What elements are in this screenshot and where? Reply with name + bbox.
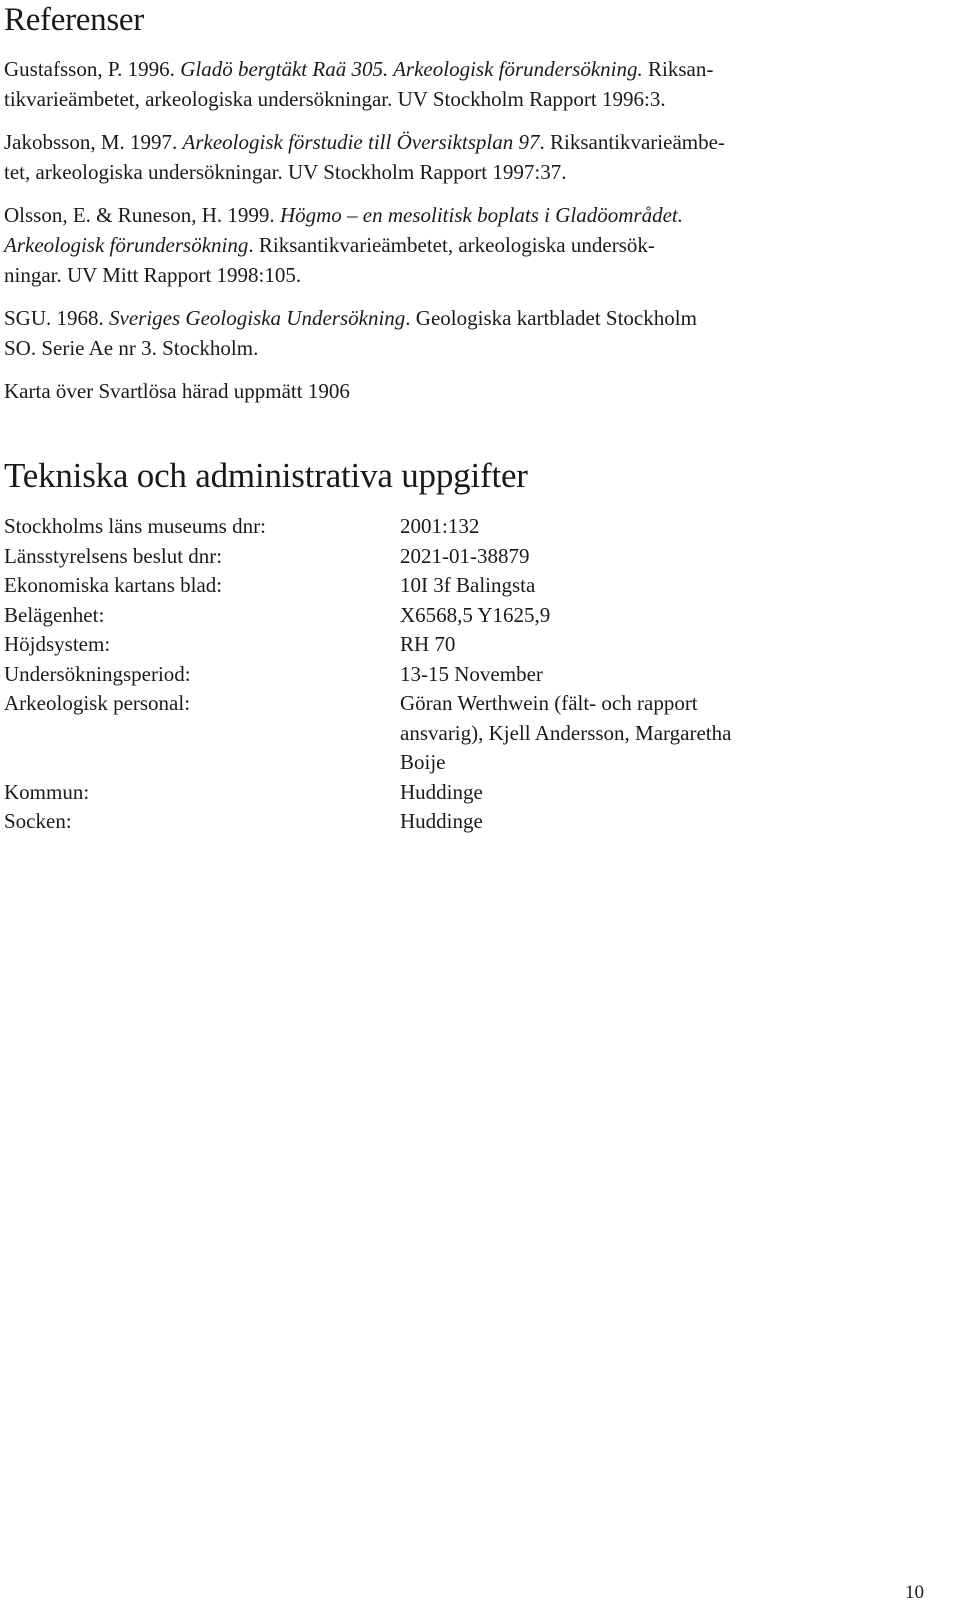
document-page: [4, 0, 944, 1607]
reference-entry: [4, 200, 804, 290]
reference-text: Olsson, E. & Runeson, H. 1999.: [4, 203, 280, 227]
detail-value: [400, 601, 904, 631]
reference-entry: [4, 376, 804, 406]
reference-text: ningar. UV Mitt Rapport 1998:105.: [4, 263, 302, 287]
reference-title-text: Högmo – en mesolitisk boplats i Gladöområdet.: [279, 203, 683, 227]
reference-text: Riksan-: [642, 57, 714, 81]
detail-value-line: Boije: [400, 750, 446, 774]
reference-line: [4, 303, 804, 333]
reference-text: Gustafsson, P. 1996.: [4, 57, 181, 81]
detail-row: [4, 630, 904, 660]
detail-row: [4, 601, 904, 631]
reference-text: . Riksantikvarieämbe-: [539, 130, 725, 154]
detail-value-line: Göran Werthwein (fält- och rapport: [400, 691, 698, 715]
detail-row: [4, 778, 904, 808]
detail-value-line: RH 70: [400, 632, 456, 656]
reference-entry: [4, 303, 804, 363]
reference-line: [4, 260, 804, 290]
reference-text: SO. Serie Ae nr 3. Stockholm.: [4, 336, 259, 360]
reference-line: [4, 54, 804, 84]
detail-label: Arkeologisk personal:: [4, 691, 191, 715]
detail-value: [400, 542, 904, 572]
detail-label: Länsstyrelsens beslut dnr:: [4, 543, 223, 568]
reference-line: [4, 200, 804, 230]
reference-line: [4, 333, 804, 363]
detail-value-line: 2021-01-38879: [400, 543, 530, 568]
detail-value-line: Huddinge: [400, 809, 483, 833]
reference-text: . Riksantikvarieämbetet, arkeologiska undersök-: [248, 233, 655, 257]
detail-label: Höjdsystem:: [4, 632, 111, 656]
technical-heading: Tekniska och administrativa uppgifter: [4, 456, 528, 495]
detail-label: Undersökningsperiod:: [4, 661, 191, 686]
detail-row: [4, 689, 904, 778]
reference-title-text: Gladö bergtäkt Raä 305. Arkeologisk förundersökning.: [180, 57, 643, 81]
reference-text: tet, arkeologiska undersökningar. UV Stockholm Rapport 1997:37.: [4, 160, 567, 184]
detail-value: [400, 807, 904, 837]
detail-value: [400, 630, 904, 660]
detail-value-line: 2001:132: [400, 514, 480, 538]
reference-title-text: Sveriges Geologiska Undersökning: [109, 306, 406, 330]
reference-line: [4, 127, 804, 157]
technical-details-table: [4, 512, 904, 837]
reference-text: Jakobsson, M. 1997.: [4, 130, 183, 154]
detail-row: [4, 571, 904, 601]
detail-row: [4, 542, 904, 572]
reference-title-text: Arkeologisk förundersökning: [4, 233, 249, 257]
detail-value: [400, 571, 904, 601]
detail-value-line: ansvarig), Kjell Andersson, Margaretha: [400, 720, 732, 745]
detail-value-line: 10I 3f Balingsta: [400, 573, 536, 597]
detail-row: [4, 512, 904, 542]
detail-value: [400, 660, 904, 690]
reference-line: [4, 376, 804, 406]
detail-label: Socken:: [4, 809, 72, 833]
reference-text: . Geologiska kartbladet Stockholm: [405, 306, 697, 330]
detail-row: [4, 807, 904, 837]
reference-entry: [4, 54, 804, 114]
detail-value: [400, 778, 904, 808]
reference-text: SGU. 1968.: [4, 306, 110, 330]
reference-line: [4, 157, 804, 187]
detail-value-line: 13-15 November: [400, 661, 543, 686]
reference-line: [4, 230, 804, 260]
detail-label: Stockholms läns museums dnr:: [4, 514, 266, 538]
detail-value-line: Huddinge: [400, 779, 483, 804]
detail-value: [400, 512, 904, 542]
reference-entry: [4, 127, 804, 187]
detail-value-line: X6568,5 Y1625,9: [400, 602, 551, 627]
detail-label: Kommun:: [4, 779, 90, 804]
reference-list: [4, 54, 804, 419]
detail-value: [400, 689, 904, 778]
reference-title-text: Arkeologisk förstudie till Översiktsplan 97: [182, 130, 540, 154]
detail-row: [4, 660, 904, 690]
detail-label: Belägenhet:: [4, 602, 105, 627]
reference-text: tikvarieämbetet, arkeologiska undersökningar. UV Stockholm Rapport 1996:3.: [4, 87, 666, 111]
reference-line: [4, 84, 804, 114]
reference-text: Karta över Svartlösa härad uppmätt 1906: [4, 379, 350, 403]
references-heading: Referenser: [4, 2, 144, 38]
page-number: 10: [905, 1582, 924, 1603]
detail-label: Ekonomiska kartans blad:: [4, 573, 223, 597]
